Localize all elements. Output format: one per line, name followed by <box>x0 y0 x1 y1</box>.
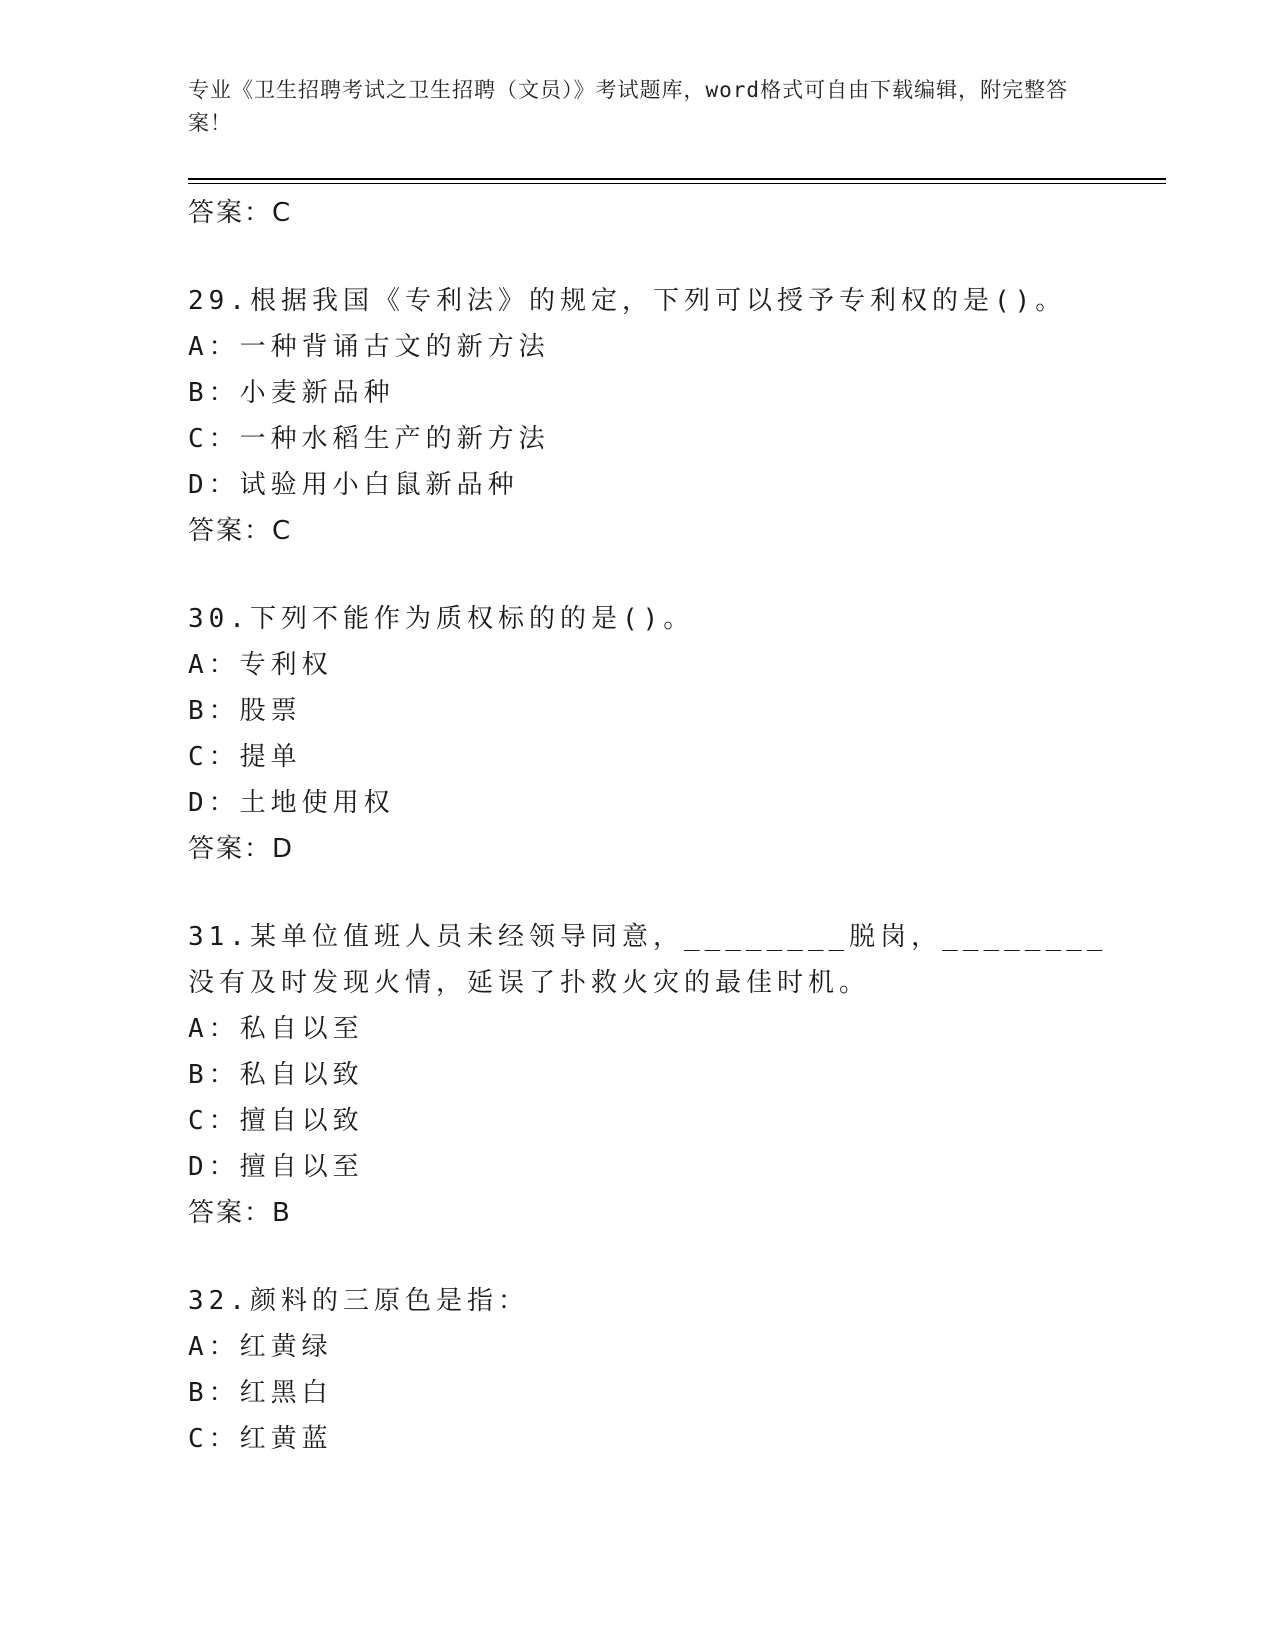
answer-line: 答案：C <box>188 198 293 228</box>
question-block <box>188 596 1128 872</box>
option-c: C：一种水稻生产的新方法 <box>188 424 550 454</box>
option-a: A：一种背诵古文的新方法 <box>188 332 550 362</box>
option-b: B：股票 <box>188 696 302 726</box>
option-a: A：私自以至 <box>188 1014 364 1044</box>
answer-line: 答案：B <box>188 1198 292 1228</box>
header-divider-thick <box>188 178 1166 180</box>
answer-line: 答案：D <box>188 834 295 864</box>
question-block <box>188 278 1128 554</box>
question-block <box>188 914 1128 1236</box>
spacer <box>188 554 1128 596</box>
spacer <box>188 236 1128 278</box>
option-c: C：擅自以致 <box>188 1106 364 1136</box>
option-b: B：红黑白 <box>188 1378 333 1408</box>
document-header <box>188 74 1088 140</box>
spacer <box>188 872 1128 914</box>
option-c: C：红黄蓝 <box>188 1424 333 1454</box>
question-list <box>188 190 1128 1462</box>
option-d: D：擅自以至 <box>188 1152 364 1182</box>
question-text: 29.根据我国《专利法》的规定，下列可以授予专利权的是()。 <box>188 286 1067 316</box>
question-text: 31.某单位值班人员未经领导同意，________脱岗，________没有及时发现火情，延误了扑救火灾的最佳时机。 <box>188 922 1108 998</box>
question-text: 30.下列不能作为质权标的的是()。 <box>188 604 695 634</box>
header-text: 专业《卫生招聘考试之卫生招聘（文员）》考试题库，word格式可自由下载编辑，附完整答案！ <box>188 78 1069 135</box>
option-b: B：小麦新品种 <box>188 378 395 408</box>
option-a: A：专利权 <box>188 650 333 680</box>
option-c: C：提单 <box>188 742 302 772</box>
option-d: D：土地使用权 <box>188 788 395 818</box>
answer-line: 答案：C <box>188 516 293 546</box>
option-b: B：私自以致 <box>188 1060 364 1090</box>
header-divider-thin <box>188 183 1166 184</box>
option-d: D：试验用小白鼠新品种 <box>188 470 519 500</box>
question-text: 32.颜料的三原色是指： <box>188 1286 529 1316</box>
spacer <box>188 1236 1128 1278</box>
question-block <box>188 1278 1128 1462</box>
option-a: A：红黄绿 <box>188 1332 333 1362</box>
